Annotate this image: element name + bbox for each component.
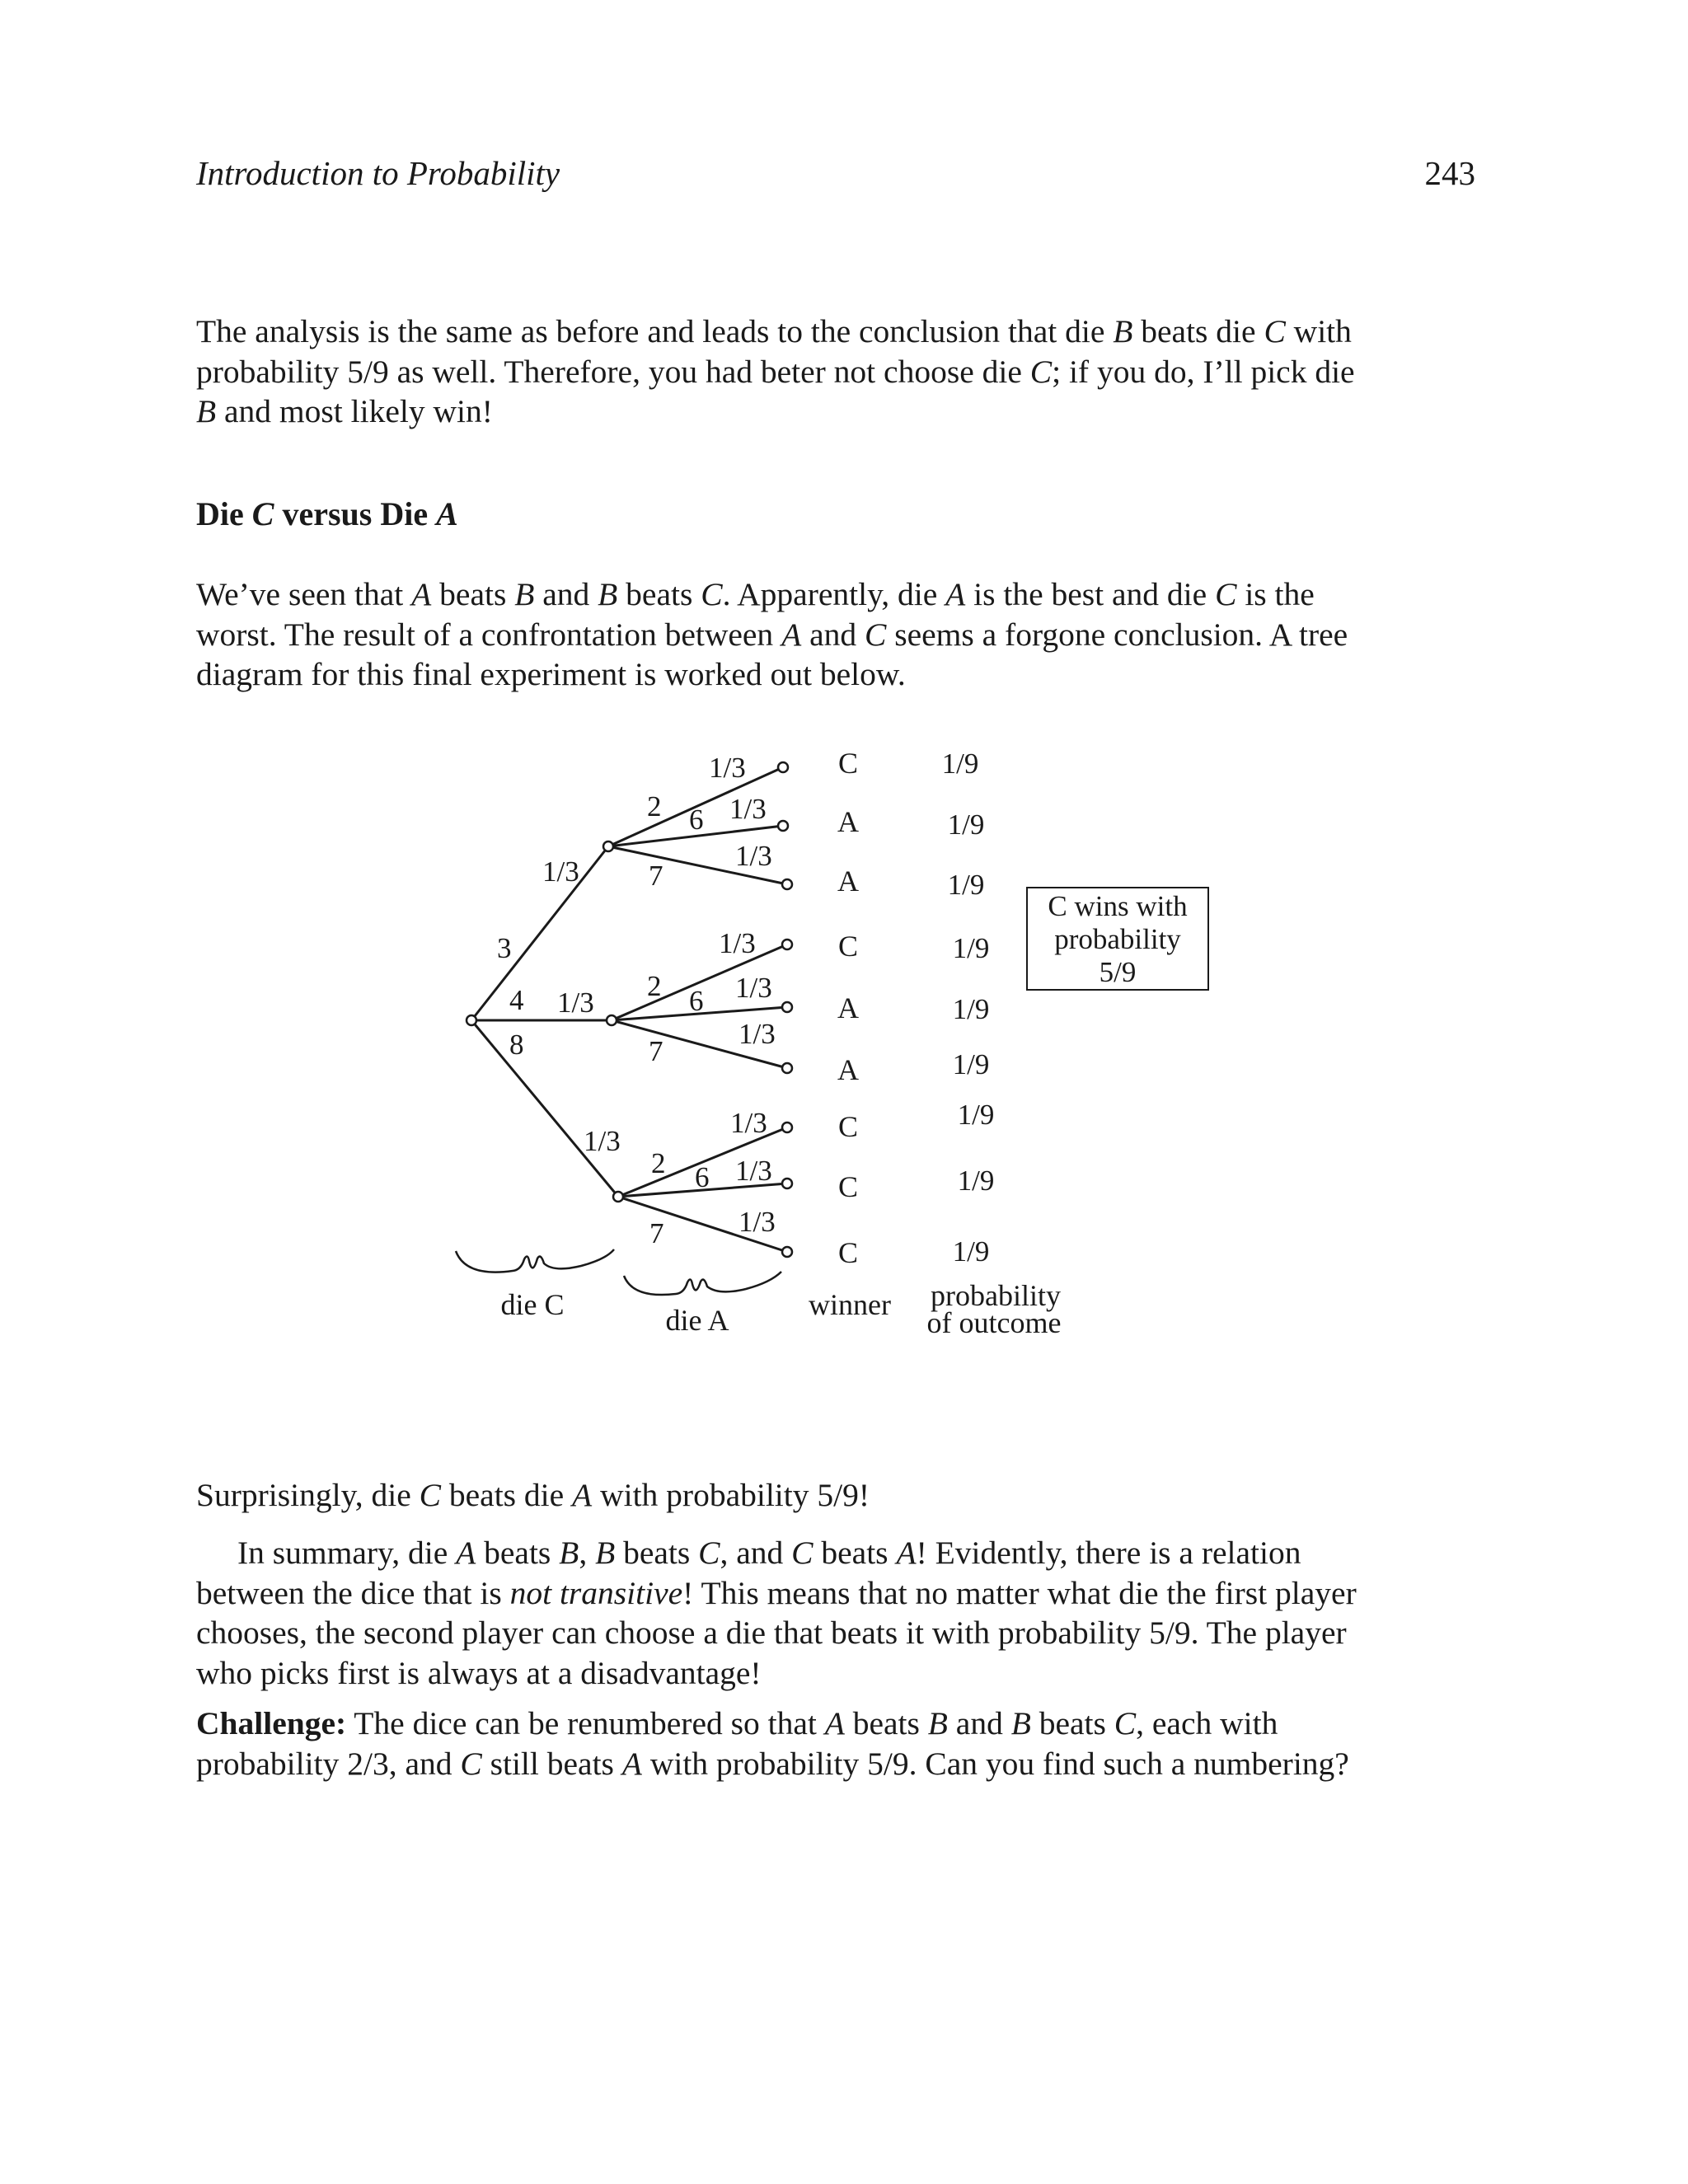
intro-line-1: The analysis is the same as before and leads to the conclusion that die B beats die C with	[196, 313, 1352, 349]
prob-a: 1/3	[735, 972, 772, 1004]
summary-line-3: chooses, the second player can choose a die that beats it with probability 5/9. The player	[196, 1615, 1347, 1651]
challenge-paragraph	[196, 1704, 1465, 1783]
result-callout-box	[1026, 887, 1209, 991]
winner-9: C	[837, 1236, 859, 1269]
node-c-8	[613, 1192, 623, 1202]
outcome-prob-5: 1/9	[952, 993, 990, 1025]
conclusion-paragraph	[196, 1475, 1465, 1516]
winner-6: A	[837, 1053, 859, 1086]
prob-a: 1/3	[730, 1107, 767, 1139]
callout-line-2: probability	[1054, 923, 1181, 955]
section-heading: Die C versus Die A	[196, 495, 458, 532]
intro-line-3: B and most likely win!	[196, 393, 493, 429]
prob-a: 1/3	[729, 793, 767, 825]
probability-label-line1: probability	[931, 1279, 1061, 1312]
die-a-brace	[624, 1272, 781, 1295]
die-a-label: die A	[665, 1304, 729, 1337]
prob-a: 1/3	[735, 840, 772, 872]
die-c-label: die C	[500, 1288, 565, 1321]
winner-3: A	[837, 865, 859, 898]
winner-column	[837, 747, 859, 1269]
outcome-prob-6: 1/9	[952, 1048, 990, 1080]
winner-5: A	[837, 991, 859, 1024]
prob-a: 1/3	[719, 927, 756, 959]
winner-8: C	[837, 1170, 859, 1203]
die-a-face-7: 7	[649, 1035, 663, 1067]
section-line-2: worst. The result of a confrontation between A and C seems a forgone conclusion. A tree	[196, 616, 1348, 653]
conclusion-line-1: Surprisingly, die C beats die A with probability 5/9!	[196, 1477, 870, 1513]
die-a-face-2: 2	[647, 790, 662, 823]
outcome-prob-7: 1/9	[957, 1099, 995, 1131]
prob-a: 1/3	[738, 1018, 776, 1050]
page-number: 243	[1424, 154, 1475, 192]
leaf-node	[782, 1179, 792, 1188]
prob-c-3: 1/3	[542, 855, 579, 888]
die-c-face-3: 3	[497, 932, 512, 964]
winner-2: A	[837, 805, 859, 838]
node-c-3	[603, 841, 613, 851]
summary-paragraph	[196, 1533, 1465, 1693]
summary-line-4: who picks first is always at a disadvantage!	[196, 1654, 762, 1691]
node-c-4	[607, 1015, 617, 1025]
callout-line-1: C wins with	[1048, 890, 1188, 922]
leaf-node	[778, 762, 788, 772]
die-a-labels	[647, 752, 776, 1249]
die-a-face-2: 2	[651, 1147, 666, 1179]
outcome-prob-2: 1/9	[947, 808, 985, 841]
prob-a: 1/3	[709, 752, 746, 784]
leaf-node	[778, 821, 788, 831]
probability-label-line2: of outcome	[926, 1306, 1062, 1339]
challenge-line-1: Challenge: The dice can be renumbered so that A beats B and B beats C, each with	[196, 1705, 1278, 1741]
die-c-face-8: 8	[509, 1029, 524, 1061]
summary-line-2: between the dice that is not transitive! This means that no matter what die the first player	[196, 1574, 1357, 1611]
prob-a: 1/3	[735, 1155, 772, 1187]
die-a-face-7: 7	[649, 1217, 664, 1249]
leaf-node	[782, 1002, 792, 1012]
outcome-prob-8: 1/9	[957, 1165, 995, 1197]
die-a-face-6: 6	[689, 985, 704, 1017]
leaf-node	[782, 1122, 792, 1132]
die-a-face-6: 6	[695, 1161, 710, 1193]
outcome-prob-9: 1/9	[952, 1235, 990, 1268]
leaf-node	[782, 879, 792, 889]
leaf-node	[782, 1247, 792, 1257]
section-line-1: We’ve seen that A beats B and B beats C. Apparently, die A is the best and die C is the	[196, 576, 1315, 612]
root-node	[467, 1015, 476, 1025]
die-a-face-7: 7	[649, 860, 663, 892]
leaf-node	[782, 1063, 792, 1073]
die-a-face-2: 2	[647, 970, 662, 1002]
die-c-face-4: 4	[509, 984, 524, 1016]
column-labels	[501, 1279, 1062, 1339]
challenge-line-2: probability 2/3, and C still beats A with probability 5/9. Can you find such a numbering?	[196, 1745, 1349, 1782]
branch-c-8	[471, 1020, 618, 1197]
prob-c-4: 1/3	[557, 987, 594, 1019]
outcome-prob-4: 1/9	[952, 932, 990, 964]
prob-a: 1/3	[738, 1206, 776, 1238]
running-header-title: Introduction to Probability	[196, 154, 560, 192]
leaf-node	[782, 940, 792, 949]
winner-4: C	[837, 930, 859, 963]
winner-7: C	[837, 1110, 859, 1143]
outcome-prob-1: 1/9	[941, 748, 979, 780]
outcome-prob-3: 1/9	[947, 869, 985, 901]
section-line-3: diagram for this final experiment is worked out below.	[196, 656, 906, 692]
winner-label: winner	[809, 1288, 891, 1321]
intro-line-2: probability 5/9 as well. Therefore, you had beter not choose die C; if you do, I’ll pick die	[196, 353, 1355, 390]
outcome-prob-column	[942, 748, 995, 1268]
summary-line-1: In summary, die A beats B, B beats C, and C beats A! Evidently, there is a relation	[237, 1535, 1301, 1571]
callout-line-3: 5/9	[1099, 956, 1137, 988]
challenge-label: Challenge:	[196, 1705, 347, 1741]
die-a-face-6: 6	[689, 804, 704, 836]
die-c-brace	[456, 1249, 614, 1272]
die-c-labels	[497, 855, 621, 1157]
prob-c-8: 1/3	[584, 1125, 621, 1157]
winner-1: C	[837, 747, 859, 780]
